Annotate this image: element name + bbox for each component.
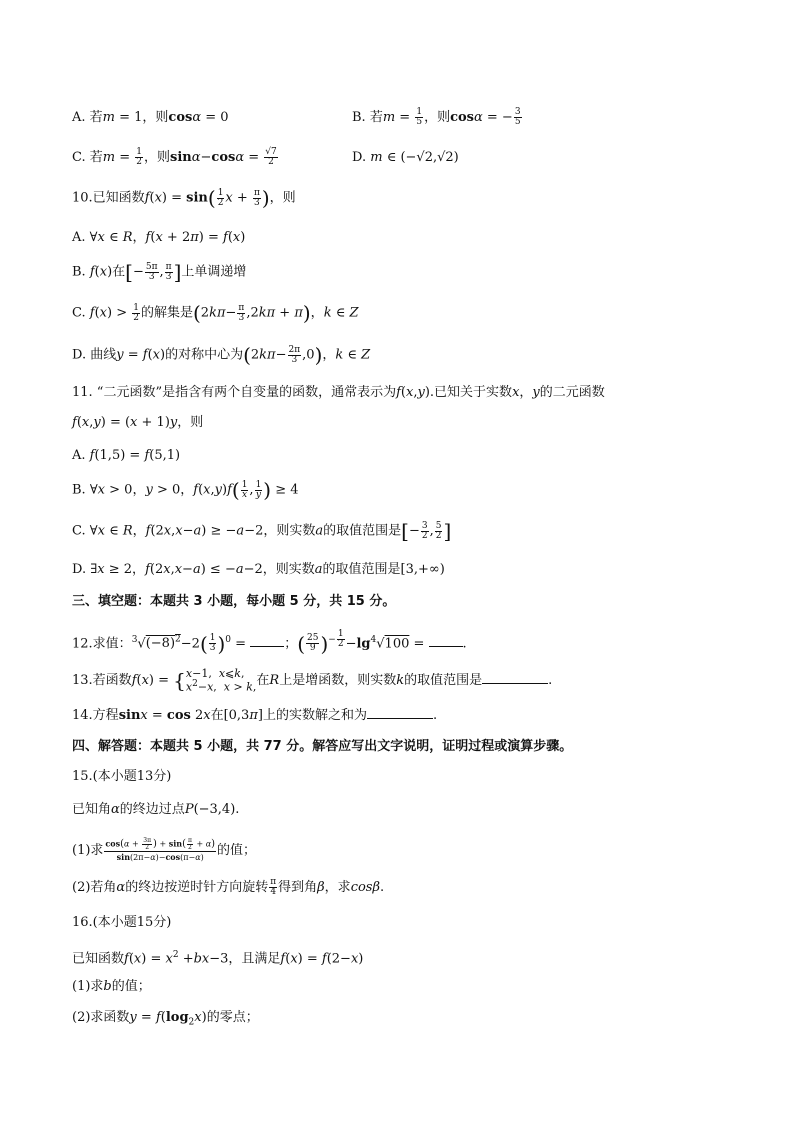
q10-option-c: C. f(x) > $\frac{1}{2}$ 的解集是(2kπ− $\frac{\pi}{3}$ ,2kπ + π)，k ∈ Z — [72, 301, 359, 325]
q10-option-d: D. 曲线y = f(x)的对称中心为(2kπ− $\frac{2\pi}{3}$ ,0)，k ∈ Z — [72, 343, 371, 367]
q11-stem-line1: 11. “二元函数”是指含有两个自变量的函数，通常表示为f(x,y).已知关于实数x，y的二元函数 — [72, 385, 605, 400]
q13: 13.若函数f(x) = {x−1, x⩽k, $x^2-x$, x > k,在R上是增函数，则实数k的取值范围是 . — [72, 667, 553, 694]
q15-heading: 15.(本小题13分) — [72, 769, 172, 784]
q9-option-d: D. m ∈ (−√2,√2) — [352, 150, 459, 165]
q11-option-b: B. ∀x > 0，y > 0，f(x,y)f( $\frac{1}{x}$ , $\frac{1}{y}$ ) ≥ 4 — [72, 478, 299, 502]
q15-part-2: (2)若角α的终边按逆时针方向旋转 $\frac{\pi}{4}$ 得到角β，求cosβ. — [72, 877, 385, 897]
q11-stem-line2: f(x,y) = (x + 1)y，则 — [72, 415, 204, 430]
q16-part-2: (2)求函数$y = f(\log_2x)$的零点； — [72, 1010, 259, 1028]
q14-blank[interactable] — [367, 706, 433, 719]
q15-part-1: (1)求 cos(α + $\frac{3\pi}{2}$ ) + sin( $\frac{\pi}{2}$ + α) sin(2π−α)−cos(π−α) 的值； — [72, 837, 257, 862]
q12-blank-1[interactable] — [250, 634, 284, 647]
section-4-heading: 四、解答题：本题共 5 小题，共 77 分。解答应写出文字说明，证明过程或演算步骤。 — [72, 739, 573, 754]
section-3-heading: 三、填空题：本题共 3 小题，每小题 5 分，共 15 分。 — [72, 594, 396, 609]
q11-option-c: C. ∀x ∈ R，f(2x,x−a) ≥ −a−2，则实数a的取值范围是[− $\frac{3}{2}$ , $\frac{5}{2}$ ] — [72, 519, 452, 543]
q12: 12.求值：$^3√(-8)^2-2$( $\frac{1}{3}$ )$^0$ = ；( $\frac{25}{9}$ )$^{- \frac{1}{2}}$ $-\lg^4√100$ = . — [72, 629, 467, 656]
q9-option-c: C. 若m = $\frac{1}{2}$ ，则sinα−cosα = $\frac{√7}{2}$ — [72, 147, 277, 167]
q12-blank-2[interactable] — [429, 634, 463, 647]
q13-blank[interactable] — [482, 671, 548, 684]
q9-option-b: B. 若m = $\frac{1}{5}$ ，则cosα = − $\frac{3}{5}$ — [352, 107, 521, 127]
q15-given: 已知角α的终边过点P(−3,4). — [72, 802, 240, 817]
q10-option-b: B. f(x)在[− $\frac{5\pi}{3}$ , $\frac{\pi}{3}$ ]上单调递增 — [72, 260, 247, 284]
q16-heading: 16.(本小题15分) — [72, 915, 172, 930]
q16-given: 已知函数$f(x) = x^2 +bx-3$，且满足f(x) = f(2−x) — [72, 950, 364, 967]
q10-stem: 10.已知函数f(x) = sin( $\frac{1}{2}$ x + $\frac{\pi}{3}$ )，则 — [72, 186, 296, 210]
q9-option-a: A. 若m = 1，则cosα = 0 — [72, 110, 229, 125]
q10-option-a: A. ∀x ∈ R，f(x + 2π) = f(x) — [72, 230, 246, 245]
q16-part-1: (1)求b的值； — [72, 979, 151, 994]
q14: 14.方程sinx = cos 2x在[0,3π]上的实数解之和为 . — [72, 708, 438, 723]
q11-option-a: A. f(1,5) = f(5,1) — [72, 448, 181, 463]
q11-option-d: D. ∃x ≥ 2，f(2x,x−a) ≤ −a−2，则实数a的取值范围是[3,+∞) — [72, 562, 445, 577]
